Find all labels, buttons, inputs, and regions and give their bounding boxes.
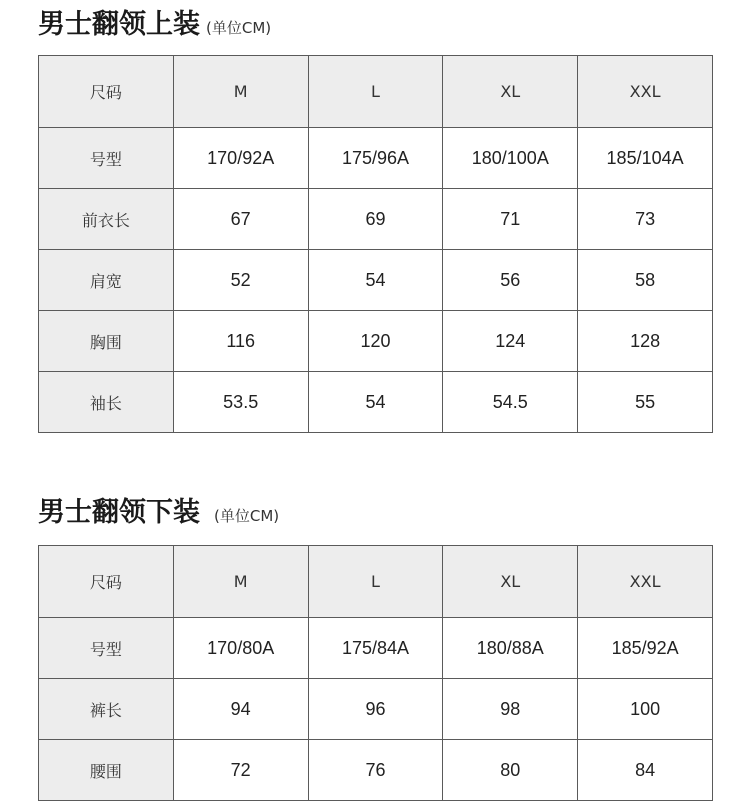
table-cell: 94: [173, 679, 308, 740]
row-label: 号型: [39, 128, 174, 189]
bottoms-title-text: 男士翻领下装: [38, 497, 200, 528]
table-cell: 124: [443, 311, 578, 372]
row-label: 腰围: [39, 740, 174, 801]
table-cell: 84: [578, 740, 713, 801]
tops-title-text: 男士翻领上装: [38, 9, 200, 40]
header-cell: XL: [443, 546, 578, 618]
table-cell: 54: [308, 372, 443, 433]
table-cell: 100: [578, 679, 713, 740]
header-cell: 尺码: [39, 546, 174, 618]
row-label: 前衣长: [39, 189, 174, 250]
table-cell: 52: [173, 250, 308, 311]
row-label: 袖长: [39, 372, 174, 433]
table-cell: 73: [578, 189, 713, 250]
table-cell: 175/84A: [308, 618, 443, 679]
table-cell: 96: [308, 679, 443, 740]
table-cell: 54: [308, 250, 443, 311]
table-header-row: [39, 546, 713, 618]
tops-size-table: [38, 55, 713, 433]
table-row: [39, 372, 713, 433]
table-cell: 185/92A: [578, 618, 713, 679]
table-cell: 180/88A: [443, 618, 578, 679]
bottoms-section-title: [38, 490, 279, 529]
table-cell: 72: [173, 740, 308, 801]
table-cell: 175/96A: [308, 128, 443, 189]
header-cell: L: [308, 56, 443, 128]
table-cell: 120: [308, 311, 443, 372]
tops-section-title: [38, 2, 271, 41]
table-cell: 128: [578, 311, 713, 372]
table-cell: 116: [173, 311, 308, 372]
row-label: 胸围: [39, 311, 174, 372]
table-cell: 69: [308, 189, 443, 250]
table-cell: 98: [443, 679, 578, 740]
table-header-row: [39, 56, 713, 128]
table-cell: 80: [443, 740, 578, 801]
bottoms-unit-label: (单位CM): [214, 507, 280, 525]
header-cell: XXL: [578, 546, 713, 618]
table-cell: 185/104A: [578, 128, 713, 189]
table-cell: 56: [443, 250, 578, 311]
table-row: [39, 679, 713, 740]
table-cell: 170/80A: [173, 618, 308, 679]
table-row: [39, 128, 713, 189]
table-row: [39, 740, 713, 801]
table-cell: 53.5: [173, 372, 308, 433]
table-cell: 67: [173, 189, 308, 250]
table-cell: 180/100A: [443, 128, 578, 189]
header-cell: XXL: [578, 56, 713, 128]
table-row: [39, 311, 713, 372]
header-cell: XL: [443, 56, 578, 128]
row-label: 号型: [39, 618, 174, 679]
header-cell: 尺码: [39, 56, 174, 128]
table-cell: 76: [308, 740, 443, 801]
table-cell: 55: [578, 372, 713, 433]
table-cell: 71: [443, 189, 578, 250]
row-label: 肩宽: [39, 250, 174, 311]
header-cell: M: [173, 546, 308, 618]
bottoms-size-table: [38, 545, 713, 801]
header-cell: M: [173, 56, 308, 128]
table-cell: 54.5: [443, 372, 578, 433]
table-cell: 170/92A: [173, 128, 308, 189]
row-label: 裤长: [39, 679, 174, 740]
table-row: [39, 618, 713, 679]
table-row: [39, 250, 713, 311]
table-cell: 58: [578, 250, 713, 311]
header-cell: L: [308, 546, 443, 618]
table-row: [39, 189, 713, 250]
tops-unit-label: (单位CM): [206, 19, 272, 37]
